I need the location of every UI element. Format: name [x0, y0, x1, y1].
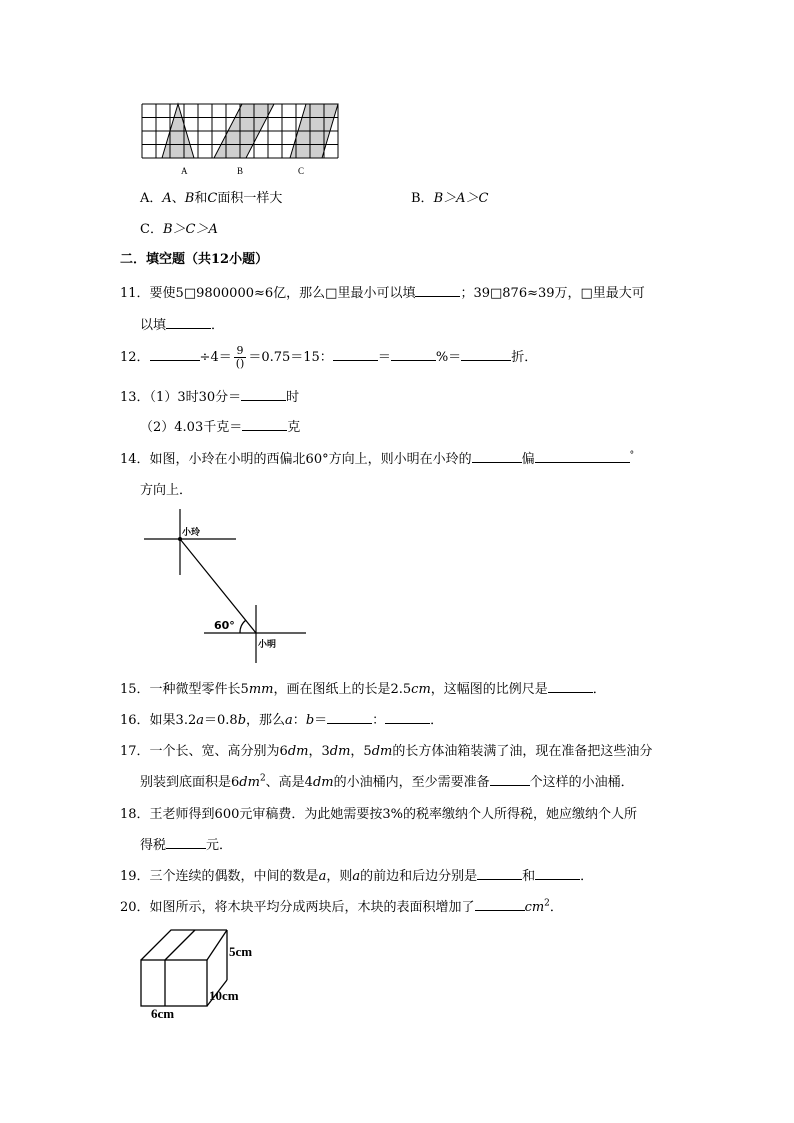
question-15: 15．一种微型零件长5mm，画在图纸上的长是2.5cm，这幅图的比例尺是 ．	[120, 678, 606, 697]
answer-blank[interactable]	[391, 347, 436, 361]
question-12: 12． ÷4＝ $\frac{9}{()}$ ＝0.75＝15： ＝ %＝ 折．	[120, 344, 538, 370]
option-b[interactable]: B．B＞A＞C	[411, 191, 489, 206]
grid-figure	[140, 100, 345, 180]
question-11-line2: 以填 ．	[140, 314, 224, 333]
answer-blank[interactable]	[150, 347, 200, 361]
answer-blank[interactable]	[461, 347, 511, 361]
grid-label-c: C	[298, 166, 305, 176]
direction-figure	[140, 505, 310, 665]
question-17-line2: 别装到底面积是$6dm^2$、高是4dm的小油桶内，至少需要准备 个这样的小油桶．	[140, 773, 634, 790]
answer-blank[interactable]	[535, 866, 580, 880]
label-height: 5cm	[229, 944, 253, 959]
question-18: 18．王老师得到600元审稿费．为此她需要按3%的税率缴纳个人所得税，她应缴纳个人所	[120, 807, 637, 822]
option-c[interactable]: C．B＞C＞A	[140, 222, 218, 237]
question-19: 19．三个连续的偶数，中间的数是a，则a的前边和后边分别是 和 ．	[120, 865, 593, 884]
label-xiaoming: 小明	[258, 640, 277, 650]
answer-blank[interactable]	[166, 315, 211, 329]
question-17: 17．一个长、宽、高分别为6dm，3dm，5dm的长方体油箱装满了油，现在准备把这些油分	[120, 744, 653, 759]
block-figure	[135, 922, 275, 1020]
label-width: 6cm	[151, 1006, 175, 1020]
question-14-line2: 方向上．	[140, 483, 193, 498]
answer-blank[interactable]	[242, 417, 287, 431]
section-title: 二．填空题（共12小题）	[120, 252, 269, 267]
option-a[interactable]: A．A、B和C面积一样大	[140, 191, 283, 206]
fraction: $\frac{9}{()}$	[235, 344, 245, 370]
question-18-line2: 得税 元．	[140, 834, 232, 853]
question-14: 14．如图，小玲在小明的西偏北60°方向上，则小明在小玲的 偏 °	[120, 450, 635, 467]
grid-label-a: A	[181, 166, 188, 176]
question-11: 11．要使5□9800000≈6亿，那么□里最小可以填 ；39□876≈39万，□里最大可	[120, 282, 645, 301]
answer-blank[interactable]	[327, 710, 372, 724]
answer-blank[interactable]	[333, 347, 378, 361]
answer-blank[interactable]	[490, 772, 530, 786]
answer-blank[interactable]	[535, 449, 630, 463]
label-angle: 60°	[214, 619, 235, 632]
answer-blank[interactable]	[241, 387, 286, 401]
grid-label-b: B	[237, 166, 244, 176]
answer-blank[interactable]	[415, 283, 460, 297]
answer-blank[interactable]	[475, 897, 525, 911]
answer-blank[interactable]	[548, 679, 593, 693]
question-13-part2: （2）4.03千克＝ 克	[140, 416, 300, 435]
answer-blank[interactable]	[166, 835, 206, 849]
answer-blank[interactable]	[477, 866, 522, 880]
answer-blank[interactable]	[385, 710, 430, 724]
question-16: 16．如果3.2a＝0.8b，那么a：b＝ ： ．	[120, 709, 443, 728]
answer-blank[interactable]	[472, 449, 522, 463]
label-length: 10cm	[209, 988, 239, 1003]
question-13: 13．（1）3时30分＝ 时	[120, 386, 299, 405]
question-20: 20．如图所示，将木块平均分成两块后，木块的表面积增加了 $cm^2$．	[120, 898, 563, 915]
label-xiaoling: 小玲	[182, 528, 201, 538]
